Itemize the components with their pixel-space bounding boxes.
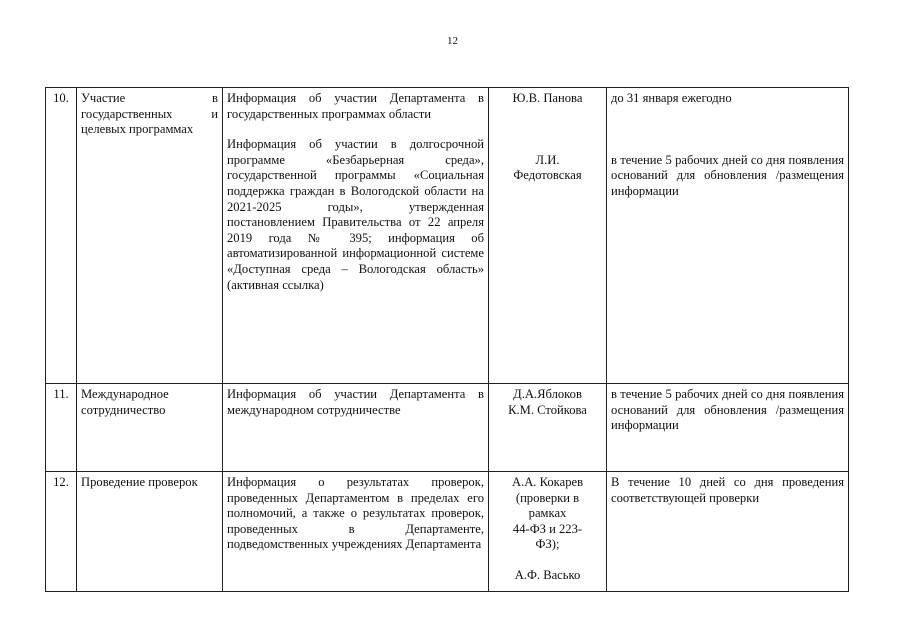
- responsible-name: Д.А.Яблоков К.М. Стойкова: [508, 387, 587, 417]
- row-number: 10.: [46, 88, 77, 384]
- row-number: 11.: [46, 384, 77, 472]
- responsible-cell: [489, 384, 607, 472]
- info-cell: Информация о результатах проверок, проведенных Департаментом в пределах его полномочий, а также о результатах проверок, проведенных в Департаменте, подведомственных учреждениях Департамента: [223, 472, 489, 592]
- row-number: 12.: [46, 472, 77, 592]
- page-number: 12: [447, 35, 458, 47]
- term-cell: [607, 88, 849, 384]
- table-row: [46, 472, 849, 592]
- table-row: [46, 384, 849, 472]
- info-text: Информация об участии Департамента в государственных программах области: [227, 91, 484, 121]
- section-cell: Международное сотрудничество: [77, 384, 223, 472]
- term-text: в течение 5 рабочих дней со дня появления оснований для обновления /размещения информации: [611, 152, 844, 198]
- responsible-name: Л.И. Федотовская: [513, 152, 582, 183]
- responsibility-table: [45, 87, 849, 592]
- info-cell: Информация об участии Департамента в международном сотрудничестве: [223, 384, 489, 472]
- section-cell: Участие в государственных и целевых программах: [77, 88, 223, 384]
- responsible-name: А.А. Кокарев (проверки в рамках 44-ФЗ и 223- ФЗ);: [511, 475, 584, 552]
- section-cell: Проведение проверок: [77, 472, 223, 592]
- responsible-name: Ю.В. Панова: [512, 91, 583, 105]
- responsible-cell: [489, 472, 607, 592]
- info-text: Информация об участии в долгосрочной программе «Безбарьерная среда», государственной программы «Социальная поддержка граждан в Вологодской области на 2021-2025 годы», утвержденная постановлением Правительства от 22 апреля 2019 года № 395; информация об автоматизированной информационной системе «Доступная среда – Вологодская область» (активная ссылка): [227, 137, 484, 292]
- term-cell: в течение 5 рабочих дней со дня появления оснований для обновления /размещения информации: [607, 384, 849, 472]
- responsible-name: А.Ф. Васько: [514, 567, 581, 582]
- responsible-cell: [489, 88, 607, 384]
- info-cell: [223, 88, 489, 384]
- term-text: до 31 января ежегодно: [611, 91, 732, 105]
- term-cell: В течение 10 дней со дня проведения соответствующей проверки: [607, 472, 849, 592]
- table-row: [46, 88, 849, 384]
